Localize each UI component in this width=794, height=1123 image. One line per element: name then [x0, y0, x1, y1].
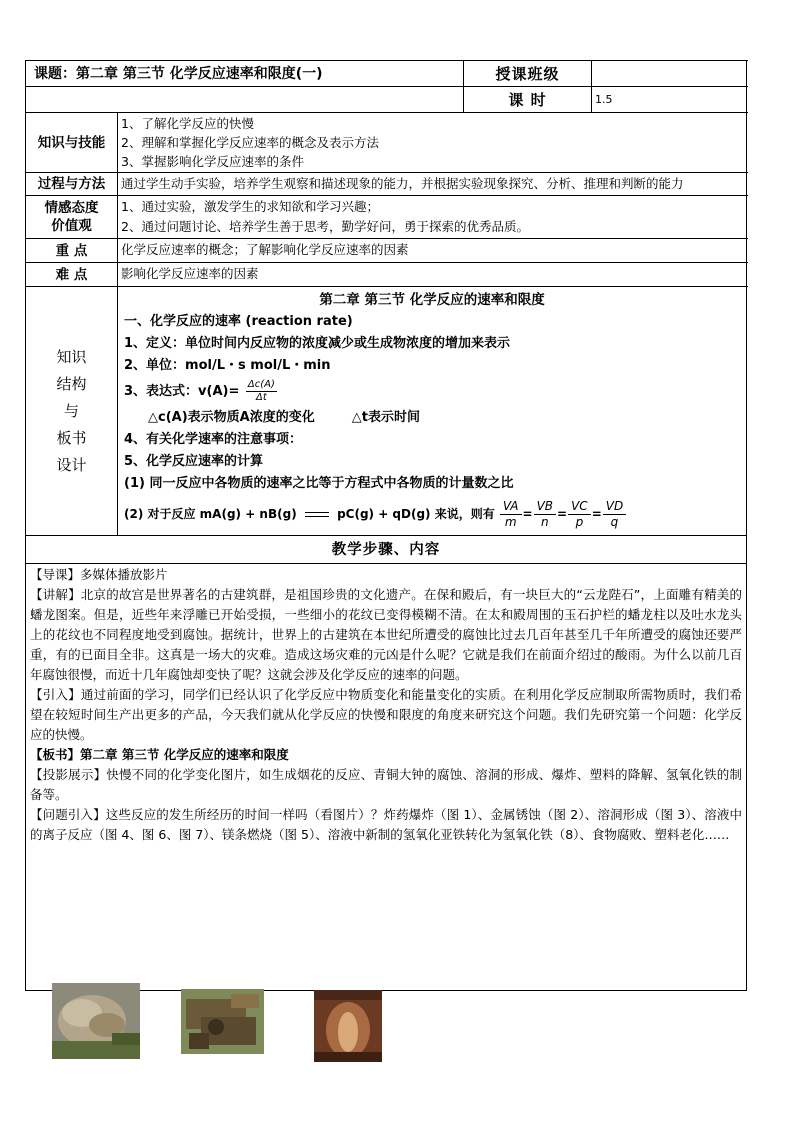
ratio-num: VD: [603, 499, 626, 515]
board-unit: 2、单位：mol/L・s mol/L・min: [124, 358, 331, 373]
difficult-text: 影响化学反应速率的因素: [118, 263, 747, 287]
step-tag: 【板书】: [30, 747, 81, 762]
step-text: 快慢不同的化学变化图片，如生成烟花的反应、青铜大钟的腐蚀、溶洞的形成、爆炸、塑料的降解、氢氧化铁的制备等。: [30, 767, 743, 802]
step-text: 第二章 第三节 化学反应的速率和限度: [80, 747, 289, 762]
board-delta-line: [124, 407, 740, 429]
class-value: [592, 61, 747, 87]
step-text: 北京的故宫是世界著名的古建筑群，是祖国珍贵的文化遗产。在保和殿后，有一块巨大的“云龙陛石”，上面雕有精美的蟠龙图案。但是，近些年来浮雕已开始受损，一些细小的花纹已变得模糊不清。在太和殿周围的玉石护栏的蟠龙柱以及吐水龙头上的花纹也不同程度地受到腐蚀。据统计，世界上的古建筑在本世纪所遭受的腐蚀比过去几百年甚至几千年所遭受的腐蚀还要严重，有的已面目全非。这真是一场大的灾难。造成这场灾难的元凶是什么呢？它就是我们在前面介绍过的酸雨。为什么以前几百年腐蚀很慢，而近十几年腐蚀却变快了呢？这就会涉及化学反应的速率的问题。: [30, 587, 743, 682]
rule2-mid: pC(g) + qD(g) 来说，则有: [337, 507, 495, 521]
step-text: 通过前面的学习，同学们已经认识了化学反应中物质变化和能量变化的实质。在利用化学反应制取所需物质时，我们希望在较短时间生产出更多的产品，今天我们就从化学反应的快慢和限度的角度来研究这个问题。我们先研究第一个问题：化学反应的快慢。: [30, 687, 743, 742]
step-paragraph: [30, 745, 742, 765]
ratio-num: VC: [568, 499, 591, 515]
equilibrium-arrow-icon: [305, 511, 329, 519]
expression-numerator: Δc(A): [247, 379, 275, 390]
knowledge-item: 3、掌握影响化学反应速率的条件: [121, 154, 304, 169]
rule2-prefix: (2) 对于反应 mA(g) + nB(g): [124, 507, 297, 521]
board-design: [118, 287, 747, 536]
title-blank: [26, 87, 464, 113]
board-rule1: (1) 同一反应中各物质的速率之比等于方程式中各物质的计量数之比: [124, 476, 514, 491]
lesson-plan-table: [25, 60, 747, 991]
expression-prefix: 3、表达式：v(A)=: [124, 384, 240, 399]
process-label: 过程与方法: [26, 173, 118, 196]
expression-fraction: [246, 379, 277, 404]
step-tag: 【投影展示】: [30, 767, 107, 782]
step-tag: 【讲解】: [30, 587, 81, 602]
class-label: 授课班级: [464, 61, 592, 87]
step-paragraph: [30, 805, 742, 845]
board-item4: 4、有关化学速率的注意事项：: [124, 432, 303, 447]
key-label: 重 点: [26, 239, 118, 263]
board-label-line: 设计: [56, 455, 87, 474]
step-text: 这些反应的发生所经历的时间一样吗（看图片）？炸药爆炸（图 1）、金属锈蚀（图 2）、溶洞形成（图 3）、溶液中的离子反应（图 4、图 6、图 7）、镁条燃烧（图 5）、溶液中新制的氢氧化亚铁转化为氢氧化铁（8）、食物腐败、塑料老化……: [30, 807, 743, 842]
knowledge-item: 1、了解化学反应的快慢: [121, 116, 254, 131]
board-title: 第二章 第三节 化学反应的速率和限度: [319, 292, 545, 308]
knowledge-label: 知识与技能: [26, 113, 118, 173]
board-label-line: 结构: [56, 374, 87, 393]
board-item5: 5、化学反应速率的计算: [124, 454, 264, 469]
steps-header: 教学步骤、内容: [26, 536, 747, 564]
step-paragraph: [30, 565, 742, 585]
cave-photo: [314, 990, 382, 1062]
emotion-label-line: 情感态度: [44, 200, 99, 216]
board-label: [26, 287, 118, 536]
step-text: 多媒体播放影片: [80, 567, 168, 582]
lesson-plan-page: [25, 60, 746, 991]
emotion-label: [26, 196, 118, 239]
ratio-fraction: [603, 499, 626, 530]
explosion-photo: [52, 983, 140, 1059]
hours-label: 课 时: [464, 87, 592, 113]
step-paragraph: [30, 585, 742, 685]
knowledge-item: 2、理解和掌握化学反应速率的概念及表示方法: [121, 135, 379, 150]
emotion-label-line: 价值观: [51, 218, 92, 234]
expression-denominator: Δt: [256, 392, 267, 403]
steps-content: [26, 564, 747, 991]
ratio-den: n: [541, 515, 549, 529]
knowledge-items: [118, 113, 747, 173]
ratio-den: p: [575, 515, 584, 529]
board-label-line: 与: [63, 401, 79, 420]
board-section1: 一、化学反应的速率 (reaction rate): [124, 314, 353, 329]
key-text: 化学反应速率的概念；了解影响化学反应速率的因素: [118, 239, 747, 263]
step-tag: 【问题引入】: [30, 807, 106, 822]
emotion-item: 1、通过实验，激发学生的求知欲和学习兴趣；: [121, 199, 379, 214]
hours-value: 1.5: [592, 87, 747, 113]
step-tag: 【引入】: [30, 687, 81, 702]
board-expression: [124, 377, 740, 407]
board-rule2: [124, 495, 740, 533]
step-paragraph: [30, 685, 742, 745]
emotion-items: [118, 196, 747, 239]
lesson-title: 课题：第二章 第三节 化学反应速率和限度(一): [26, 61, 464, 87]
ratio-fraction: [568, 499, 591, 530]
board-label-line: 知识: [56, 347, 87, 366]
board-definition: 1、定义：单位时间内反应物的浓度减少或生成物浓度的增加来表示: [124, 336, 511, 351]
ratio-num: VB: [534, 499, 556, 515]
board-label-line: 板书: [56, 428, 87, 447]
ratio-den: m: [504, 515, 517, 529]
ratio-fraction: [500, 499, 522, 530]
ratio-expression: $\frac{VA}{m}$ = $\frac{VB}{n}$ = $\frac{VC}{p}$ = $\frac{VD}{q}$: [499, 507, 627, 521]
ratio-num: VA: [500, 499, 522, 515]
difficult-label: 难 点: [26, 263, 118, 287]
ratio-den: q: [610, 515, 619, 529]
emotion-item: 2、通过问题讨论、培养学生善于思考，勤学好问，勇于探索的优秀品质。: [121, 219, 529, 234]
delta-c-text: △c(A)表示物质A浓度的变化: [148, 410, 315, 425]
delta-t-text: △t表示时间: [351, 410, 420, 425]
step-paragraph: [30, 765, 742, 805]
process-text: 通过学生动手实验，培养学生观察和描述现象的能力，并根据实验现象探究、分析、推理和判断的能力: [118, 173, 747, 196]
step-tag: 【导课】: [30, 567, 81, 582]
ratio-fraction: [534, 499, 556, 530]
rusted-metal-photo: [181, 989, 264, 1054]
